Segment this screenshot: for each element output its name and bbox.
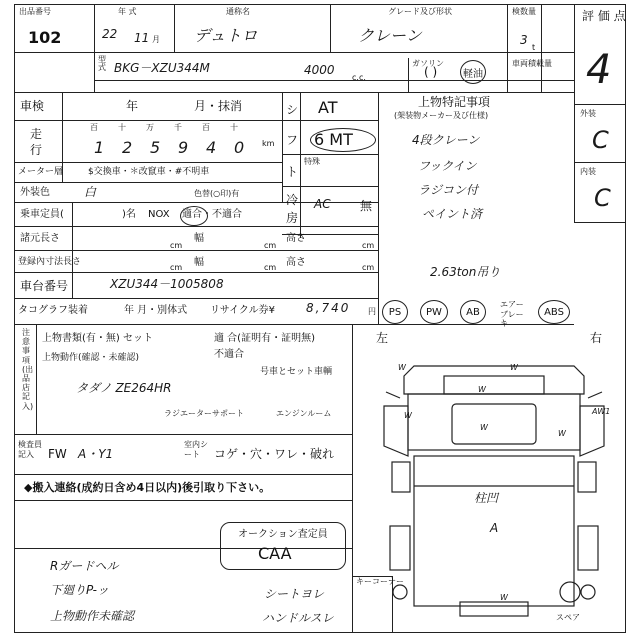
auction-sheet [14,4,628,634]
damage-mark-7: W [500,593,508,602]
air-brake-label: エアーブレーキ [500,300,524,329]
option-abs: ABS [538,300,570,324]
grade-value: クレーン [358,26,422,45]
lot-number: 102 [28,28,62,47]
bed-note-2: A [490,521,499,535]
mileage-place-1: 百 [90,123,98,132]
color-label: 外装色 [20,187,50,198]
damage-mark-1: W [398,363,406,372]
damage-mark-3: W [478,385,486,394]
equip-line-5: 2.63ton吊り [430,265,501,279]
spec-height-label: 高さ [286,233,306,244]
damage-mark-4: W [404,411,412,420]
seat-marks: コゲ・穴・ワレ・破れ [214,447,335,461]
mileage-place-2: 十 [118,123,126,132]
trans-mt: 6 MT [314,130,353,149]
load-label: 車両積載量 [512,59,552,68]
truck-diagram [374,346,614,630]
mileage-place-5: 百 [202,123,210,132]
ac-value: AC [314,197,331,211]
model-code: BKG－XZU344M [114,61,210,75]
notes-side-label: 注意事項(出品店記入) [22,328,34,411]
model-note: タダノ ZE264HR [76,381,172,395]
recycle-unit: 円 [368,307,376,316]
displacement: 4000 [304,63,335,77]
note-4: シートヨレ [264,587,325,601]
shift-char-1: シ [286,103,299,117]
interior-grade: C [594,184,611,212]
tacho-label: タコグラフ装着 [18,305,88,316]
mileage-label-bottom: 行 [30,143,43,157]
chassis-label: 車台番号 [20,279,69,293]
chassis-value: XZU344－1005808 [110,277,224,291]
year-label: 年 式 [118,7,137,16]
ac-char-2: 房 [286,211,299,225]
fw-mark: A・Y1 [78,447,114,461]
papers-fit: 適 合(証明有・証明無) [214,333,315,344]
ac-none: 無 [360,199,373,213]
grade-label: グレード及び形状 [388,7,452,16]
equip-title: 上物特記事項 [418,95,491,109]
capacity-label: 乗車定員( [20,209,64,220]
option-pw: PW [420,300,448,324]
note-1: Rガードヘル [50,559,119,573]
door-unit: t [532,43,536,52]
mileage-digit-2: 2 [122,138,133,157]
damage-mark-2: W [510,363,518,372]
tacho-date: 年 月・別体式 [124,305,188,316]
fuel-prefix: ガソリン [412,59,444,68]
papers-unfit: 不適合 [214,349,244,360]
equip-line-2: フックイン [418,159,477,173]
equip-line-3: ラジコン付 [418,183,479,197]
option-ps: PS [382,300,408,324]
capacity-unit: )名 [122,209,136,220]
score-value: 4 [586,47,612,93]
stamp-name: CAA [258,544,292,563]
spec-width-label: 幅 [194,233,204,244]
exterior-label: 外装 [580,109,596,118]
diagram-right-label: 右 [590,331,603,345]
reg-width-label: 幅 [194,257,204,268]
nox-options: 適合・不適合 [182,209,242,220]
set-note: 号車とセット車輌 [260,367,333,377]
trans-special: 特殊 [304,157,320,166]
lot-label: 出品番号 [19,7,51,16]
damage-mark-6: W [558,429,566,438]
color-value: 白 [84,185,97,199]
reg-length-unit: cm [170,263,183,272]
note-3: 上物動作未確認 [50,609,135,623]
stamp-title: オークション査定員 [238,529,328,540]
reg-height-unit: cm [362,263,375,272]
reg-length-label: 登録內寸法長さ [18,257,82,267]
mileage-label-top: 走 [30,127,43,141]
shift-char-3: ト [286,165,299,179]
year-value: 22 [102,27,118,41]
mileage-place-4: 千 [174,123,182,132]
reg-width-unit: cm [264,263,277,272]
meter-options: $交換車・＊改竄車・#不明車 [88,167,210,177]
exterior-grade: C [592,126,609,154]
model-label: 型式 [98,55,106,72]
nox-label: NOX [148,209,170,220]
score-label: 評 価 点 [582,9,626,23]
car-name: デュトロ [194,26,258,45]
shift-char-2: フ [286,133,299,147]
equip-line-1: 4段クレーン [412,133,480,147]
spec-height-unit: cm [362,241,375,250]
trans-at: AT [318,98,338,117]
mileage-place-3: 万 [146,123,154,132]
recycle-value: 8,740 [306,301,351,315]
diagram-spare-label: スペア [556,613,580,622]
operation-label: 上物動作(確認・未確認) [42,353,140,363]
mileage-digit-5: 4 [206,138,217,157]
shaken-label: 車検 [20,99,45,113]
bed-note-1: 柱凹 [474,491,499,505]
equip-line-4: ペイント済 [422,207,483,221]
spec-length-unit: cm [170,241,183,250]
fuel-paren: ( ) [424,65,438,79]
key-corner-label: キーコーナー [356,577,404,586]
nox-fit-circle [180,206,208,226]
note-5: ハンドルスレ [262,611,334,625]
ac-char-1: 冷 [286,193,299,207]
mileage-digit-6: 0 [234,138,245,157]
door-label: 検数量 [512,7,536,16]
color-change-note: 色替(○印)有 [194,189,240,198]
door-value: 3 [520,33,528,47]
mileage-digit-4: 9 [178,138,189,157]
seat-label: 室内シート [184,440,208,459]
damage-mark-5: W [480,423,488,432]
equip-subtitle: (架装物メーカー及び仕様) [394,111,489,120]
trans-mt-circle [310,128,376,152]
option-ab: AB [460,300,486,324]
note-2: 下廻りP-ッ [50,583,109,597]
interior-label: 内装 [580,167,596,176]
shaken-month: 月・抹消 [194,99,243,113]
shaken-year: 年 [126,99,139,113]
mileage-digit-3: 5 [150,138,161,157]
reg-height-label: 高さ [286,257,306,268]
notice-text: ◆搬入連絡(成約日含め4日以内)後引取り下さい。 [24,481,271,494]
fw-label: FW [48,447,67,461]
recycle-label: リサイクル券¥ [210,305,275,316]
engine-label: エンジンルーム [276,409,332,418]
month-value: 11 [134,31,150,45]
radiator-label: ラジエーターサポート [164,409,244,418]
mileage-unit: km [262,139,275,148]
papers-label: 上物書類(有・無) セット [42,333,153,344]
inspector-label: 検査員記入 [18,440,42,459]
spec-width-unit: cm [264,241,277,250]
month-unit: 月 [152,35,160,44]
damage-mark-aw1: AW1 [592,407,611,416]
fuel-diesel-circle: 軽油 [460,60,486,84]
mileage-digit-1: 1 [94,138,105,157]
car-name-label: 通称名 [226,7,250,16]
cc-unit: c.c. [352,73,366,82]
spec-length-label: 諸元長さ [20,233,60,244]
diagram-left-label: 左 [376,331,389,345]
mileage-place-6: 十 [230,123,238,132]
meter-label: メーター層 [18,167,64,177]
